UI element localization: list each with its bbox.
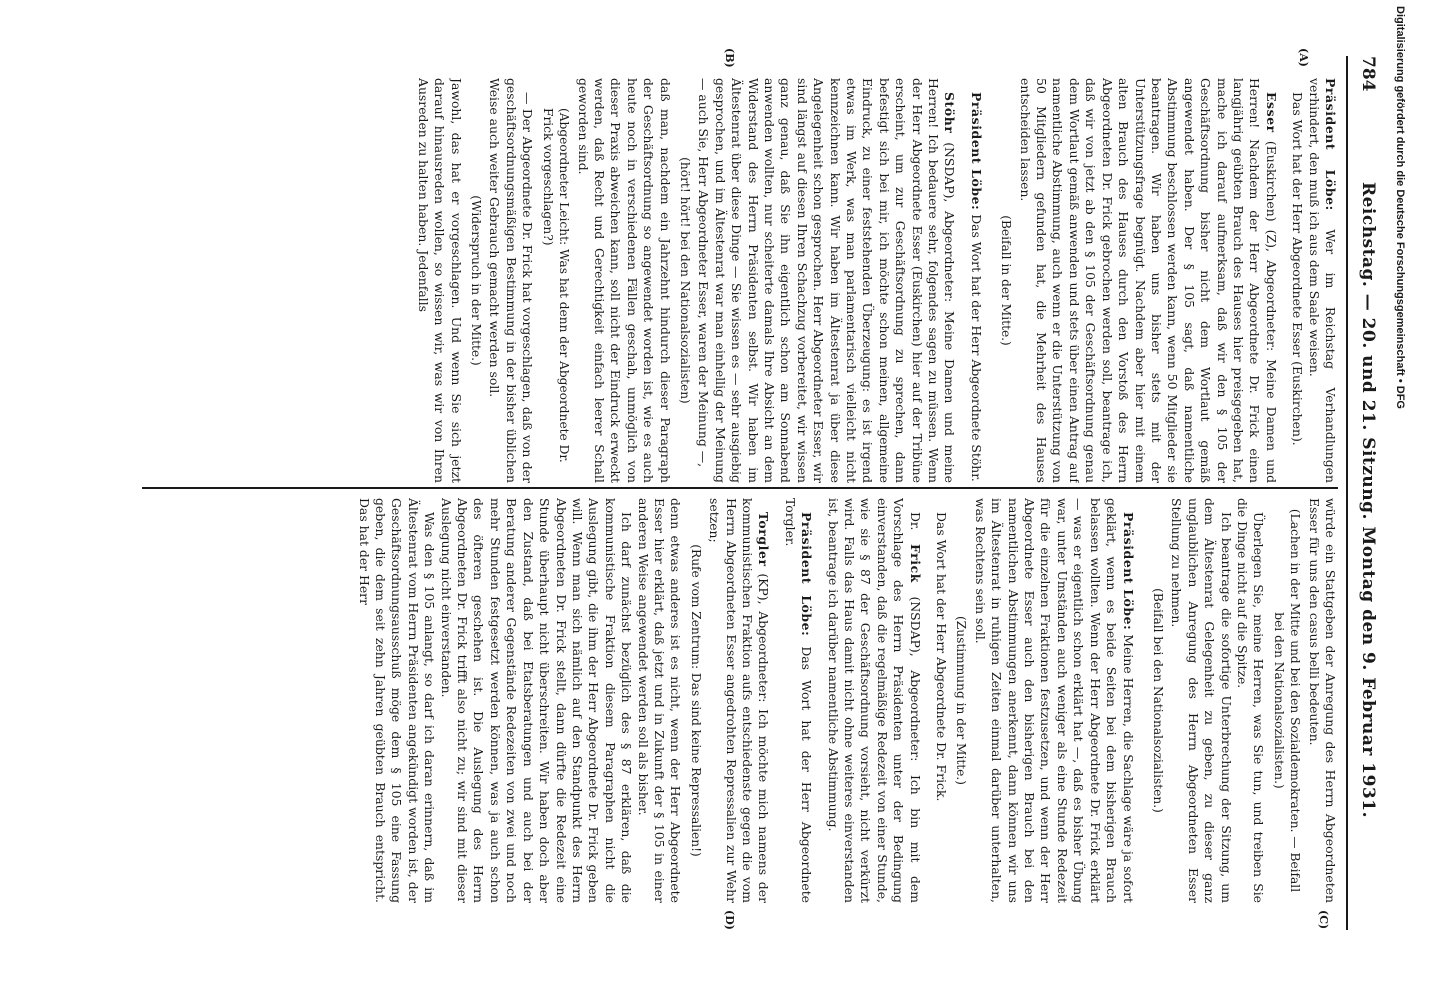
paragraph: Das Wort hat der Herr Abgeordnete Dr. Frick. (934, 512, 950, 802)
paragraph (971, 498, 1135, 903)
right-column (142, 498, 1338, 903)
paragraph: denn etwas anderes ist es nicht, wenn der Herr Abgeordnete Esser hier erklärt, daß jetzt und in Zukunft der § 105 in einer anderen Weise angewendet werden soll als bisher. (635, 498, 684, 903)
interjection: (Zustimmung in der Mitte.) (954, 616, 969, 785)
speaker-name: Präsident Löbe: (968, 92, 984, 211)
interjection: (Rufe vom Zentrum: Das sind keine Repressalien!) (688, 544, 703, 857)
paragraph: Ich beantrage die sofortige Unterbrechung der Sitzung, um dem Ältestenrat Gelegenheit zu geben, zu dieser ganz unglaublichen Anregung des Herrn Abgeordneten Esser Stellung zu nehmen. (1169, 498, 1234, 903)
speaker-name: Präsident Löbe: (1323, 78, 1338, 211)
paragraph (706, 498, 772, 903)
interjection: (Abgeordneter Leicht: Was hat denn der Abgeordnete Dr. Frick vorgeschlagen?) (540, 108, 572, 463)
paragraph-text: (Euskirchen) (Z), Abgeordneter: Meine Damen und Herren! Nachdem der Herr Abgeordnete Dr. Frick einen langjährig geübten Brauch des Hauses hier preisgegeben hat, mache ich darauf aufmerksam, daß wir den § 105 der Geschäftsordnung bisher nicht dem Wortlaut gemäß angewendet haben. Der § 105 sagt, daß namentliche Abstimmung beschlossen werden kann, wenn 50 Mitglieder sie beantragen. Wir haben uns bisher stets mit der Unterstützungsfrage begnügt. Nachdem aber hier mit einem alten Brauch des Hauses durch den Vorstoß des Herrn Abgeordneten Dr. Frick gebrochen werden soll, beantrage ich, daß wir von jetzt ab den § 105 der Geschäftsordnung genau dem Wortlaut gemäß anwenden und stets über einen Antrag auf namentliche Abstimmung, auch wenn er die Unterstützung von 50 Mitgliedern gefunden hat, die Mehrheit des Hauses entscheiden lassen. (1017, 78, 1279, 483)
paragraph: Ich darf zunächst bezüglich des § 87 erklären, daß die kommunistische Fraktion diesem Paragraphen nicht die Auslegung gibt, die ihm der Herr Abgeordnete Dr. Frick geben will. Wenn man sich nämlich auf den Standpunkt des Herrn Abgeordneten Dr. Frick stellt, dann dürfte die Redezeit eine Stunde überhaupt nicht überschreiten. Wir haben doch aber den Zustand, daß bei Etatsberatungen und auch bei der Beratung anderer Gegenstände Redezeiten von zwei und noch mehr Stunden festgesetzt werden können, was ja auch schon des öfteren geschehen ist. Die Auslegung des Herrn Abgeordneten Dr. Frick trifft also nicht zu; wir sind mit dieser Auslegung nicht einverstanden. (438, 498, 635, 903)
paragraph: Jawohl, das hat er vorgeschlagen. Und wenn Sie sich jetzt darauf hinausreden wollen, so wissen wir, was wir von Ihren Ausreden zu halten haben. Jedenfalls (415, 78, 464, 483)
speaker-name: Torgler (756, 512, 772, 567)
margin-letter-c: (C) (1317, 910, 1330, 930)
speaker-name: Stöhr (942, 92, 958, 134)
margin-letter-b: (B) (723, 48, 736, 68)
speaker-title: Dr. (907, 512, 923, 544)
paragraph: Was den § 105 anlangt, so darf ich daran erinnern, daß im Ältestenrat vom Herrn Präsidenten angekündigt worden ist, der Geschäftsordnungsausschuß möge dem § 105 eine Fassung geben, die dem seit zehn Jahren geübten Brauch entspricht. Das hat der Herr (356, 498, 438, 903)
paragraph (967, 78, 983, 483)
speaker-name: Esser (1263, 92, 1279, 133)
paragraph (781, 498, 814, 903)
left-column (142, 78, 1338, 483)
dfg-credit: Digitalisierung gefördert durch die Deutsche Forschungsgemeinschaft • DFG (1394, 6, 1406, 409)
paragraph: — Der Abgeordnete Dr. Frick hat vorgeschlagen, daß von der geschäftsordnungsmäßigen Bestimmung in der bisher üblichen Weise auch weiter Gebrauch gemacht werden soll. (487, 78, 536, 483)
interjection: (Widerspruch in der Mitte.) (469, 195, 484, 366)
interjection: (Lachen in der Mitte und bei den Sozialdemokraten. — Beifall bei den Nationalsozialisten.) (1271, 508, 1303, 893)
paragraph-text: Wer im Reichstag Verhandlungen verhindert, den muß ich aus dem Saale weisen. (1306, 78, 1338, 483)
column-divider (142, 487, 1338, 489)
speaker-name: Präsident Löbe: (1120, 512, 1136, 631)
paragraph-text: Das Wort hat der Herr Abgeordnete Torgler. (782, 498, 815, 903)
speaker-name: Präsident Löbe: (799, 512, 815, 637)
paragraph: würde ein Stattgeben der Anregung des Herrn Abgeordneten Esser für uns den casus belli bedeuten. (1306, 498, 1338, 903)
paragraph: daß man, nachdem ein Jahrzehnt hindurch dieser Paragraph der Geschäftsordnung so angewendet worden ist, wie es auch heute noch in verschiedenen Fällen geschah, unmöglich von dieser Praxis abweichen kann, soll nicht der Eindruck erweckt werden, daß Recht und Gerechtigkeit einfach leerer Schall geworden sind. (575, 78, 673, 483)
paragraph (1016, 78, 1279, 483)
interjection: (Beifall in der Mitte.) (999, 215, 1014, 346)
page-number: 784 (1358, 56, 1378, 92)
paragraph-text: (KP), Abgeordneter: Ich möchte mich namens der kommunistischen Fraktion aufs entschiedenste gegen die vom Herrn Abgeordneten Esser angedrohten Repressalien zur Wehr setzen; (707, 498, 772, 903)
margin-letter-a: (A) (1297, 48, 1310, 67)
paragraph-text: Das Wort hat der Herr Abgeordnete Stöhr. (968, 210, 984, 482)
running-title: Reichstag. — 20. und 21. Sitzung. Montag den 9. Februar 1931. (1358, 181, 1378, 818)
paragraph (695, 78, 958, 483)
interjection: (Beifall bei den Nationalsozialisten.) (1150, 588, 1165, 813)
paragraph (1305, 78, 1338, 483)
paragraph: Überlegen Sie, meine Herren, was Sie tun, und treiben Sie die Dinge nicht auf die Spitze. (1234, 498, 1267, 903)
credit-sidebar (1380, 0, 1420, 1000)
interjection: (hört! hört! bei den Nationalsozialisten) (677, 157, 692, 404)
paragraph-text: (NSDAP), Abgeordneter: Ich bin mit dem Vorschlage des Herrn Präsidenten unter der Bedingung einverstanden, daß die regelmäßige Redezeit von einer Stunde, wie sie § 87 der Geschäftsordnung vorsieht, nicht verkürzt wird. Falls das Haus damit nicht ohne weiteres einverstanden ist, beantrage ich darüber namentliche Abstimmung. (825, 498, 923, 903)
paragraph-text: (NSDAP), Abgeordneter: Meine Damen und meine Herren! Ich bedauere sehr, folgendes sagen zu müssen. Wenn der Herr Abgeordnete Esser (Euskirchen) hier auf der Tribüne erscheint, um zur Geschäftsordnung zu sprechen, dann befestigt sich bei mir, ich möchte schon meinen, allgemeine Eindruck, zu einer feststehenden Überzeugung: es ist irgend etwas im Werk, was man parlamentarisch vielleicht nicht kennzeichnen kann. Wir haben im Ältestenrat ja über diese Angelegenheit schon gesprochen. Herr Abgeordneter Esser, wir sind längst auf diesen Ihren Schachzug vorbereitet, wir wissen ganz genau, daß Sie ihn eigentlich schon am Sonnabend anwenden wollten, nur scheiterte damals Ihre Absicht an dem Widerstand des Herrn Präsidenten selbst. Wir haben im Ältestenrat über diese Dinge — Sie wissen es — sehr ausgiebig gesprochen, und im Ältestenrat war man einhellig der Meinung — auch Sie, Herr Abgeordneter Esser, waren der Meinung —, (696, 78, 958, 483)
header-rule (1346, 56, 1348, 930)
paragraph-text: Meine Herren, die Sachlage wäre ja sofort geklärt, wenn es beide Seiten bei dem bisherigen Brauch belassen wollten. Wenn der Herr Abgeordnete Dr. Frick erklärt — was er eigentlich schon erklärt hat —, daß es bisher Übung war, unter Umständen auch weniger als eine Stunde Redezeit für die einzelnen Fraktionen festzusetzen, und wenn der Herr Abgeordnete Esser auch den bisherigen Brauch bei den namentlichen Abstimmungen anerkennt, dann können wir uns im Ältestenrat in ruhigen Zeiten einmal darüber unterhalten, was Rechtens sein soll. (972, 498, 1136, 903)
paragraph: Das Wort hat der Herr Abgeordnete Esser (Euskirchen). (1290, 92, 1306, 446)
speaker-name: Frick (907, 544, 923, 583)
margin-letter-d: (D) (723, 910, 736, 930)
paragraph (824, 498, 922, 903)
